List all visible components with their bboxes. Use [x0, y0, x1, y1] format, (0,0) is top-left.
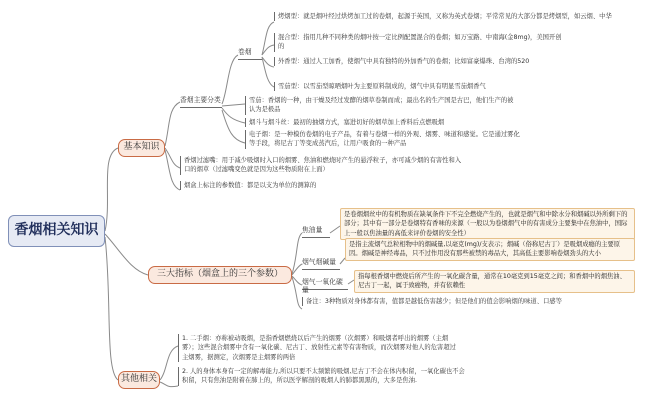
- branch-three-indicators: 三大指标（烟盒上的三个参数）: [148, 266, 292, 284]
- link-basic-params: [165, 150, 180, 190]
- nicotine-label: 烟气烟碱量: [302, 258, 340, 270]
- pipe-note: 烟斗与烟斗丝：最初的抽烟方式，塞进切好的烟草加上香料后点燃吸烟: [245, 118, 525, 127]
- link-basic-category: [165, 102, 180, 146]
- xuejia-note: 雪茄：香烟的一种，由干燥及经过发酵的烟草卷制而成；最出名的生产国是古巴，他们生产的被认为是极品: [245, 96, 517, 115]
- ecig-note: 电子烟：是一种模仿卷烟的电子产品，有着与卷烟一样的外观、烟雾、味道和感觉。它是通过雾化等手段，将尼古丁等变成蒸汽后，让用户吸食的一种产品: [245, 130, 525, 149]
- waixiang-type-note: 外香型：通过人工加香，使烟气中具有独特的外加香气的卷烟；比如富豪爆珠、台湾的520: [274, 57, 564, 66]
- tar-detail: 是卷烟烟丝中的有机物质在缺氧条件下不完全燃烧产生的，也就是烟气和中除水分和烟碱以外所剩下的部分；其中有一部分是卷烟特有香味的来源（一般以为卷烟烟气中的有害成分主要集中在焦油中，国际上一般以焦油量的高低来评价卷烟的安全性）: [340, 208, 635, 240]
- second-hand-smoke-note: 1. 二手烟：亦称被动吸烟，是指香烟燃烧以后产生的烟雾（次烟雾）和吸烟者呼出的烟雾（主烟雾）；这些混合烟雾中含有一氧化碳、尼古丁、放射性元素等有害物质，而次烟雾对他人的危害超过主烟雾，据测定，次烟雾是主烟雾的两倍: [178, 334, 460, 362]
- link-root-basic: [105, 148, 118, 231]
- link-tar-detail: [330, 226, 340, 233]
- branch-other: 其他相关: [118, 371, 160, 389]
- root-node: 香烟相关知识: [8, 215, 105, 247]
- xuejia-type-note: 雪茄型：以雪茄型晾晒烟叶为主要原料制成的，烟气中具有明显雪茄烟香气: [274, 82, 574, 91]
- link-root-indicators: [105, 234, 148, 275]
- link-cigarette-xuejia: [262, 57, 274, 87]
- link-other-2: [160, 382, 178, 387]
- main-category-label: 香烟主要分类: [180, 96, 222, 108]
- params-note: 烟盒上标注的参数值：都是以支为单位的测算的: [180, 181, 480, 190]
- link-category-ecig: [222, 110, 245, 143]
- link-cigarette-kaoyan: [262, 22, 274, 55]
- link-other-1: [160, 346, 178, 380]
- nicotine-detail: 是指主流烟气总粒相物中的烟碱量,以毫克(mg)/支表示；烟碱（俗称尼古丁）是吸烟成瘾的主要原因。烟碱是神经毒品，只不过作用没有那些被禁的毒品大，其高低主要影响卷烟劲头的大小: [345, 238, 635, 261]
- link-root-other: [105, 237, 118, 380]
- co-detail: 指每根香烟中燃烧后所产生的一氧化碳含量，通常在10毫克到15毫克之间；和香烟中的烟焦油、尼古丁一起，属于致癌物，并有依赖性: [354, 270, 635, 293]
- hunhe-type-note: 混合型：指用几种不同种类的烟叶按一定比例配置混合的卷烟；如万宝路、中南海(金8mg)，美国开创的: [274, 33, 564, 52]
- cigarette-label: 卷烟: [238, 48, 262, 60]
- tar-label: 焦油量: [302, 226, 330, 238]
- detox-note: 2. 人的身体本身有一定的解毒能力,所以只要不太频繁的吸烟,尼古丁不会在体内积留，一氧化碳也不会积留，只有焦油是附着在肺上的，所以医学解剖的吸烟人的肺都黑黑的，大多是焦油.: [178, 367, 468, 386]
- link-category-cigarette: [222, 55, 238, 104]
- kaoyan-type-note: 烤烟型：就是烟叶经过烘烤加工过的卷烟，起源于英国，又称为英式卷烟；平常常见的大部分都是烤烟型，如云烟、中华: [274, 12, 624, 21]
- filter-note: 香烟过滤嘴：用于减少吸烟时入口的烟雾、焦油和燃烧时产生的悬浮粒子，亦可减少烟的有害性和入口的烟草（过滤嘴变色就是因为这些物质附在上面）: [180, 156, 463, 175]
- indicators-note: 备注：3种物质对身体都有害，值都是越低伤害越少；但是他们的值会影响烟的味道、口感等: [302, 297, 602, 306]
- branch-basic-knowledge: 基本知识: [118, 139, 165, 157]
- co-label: 烟气一氧化碳量: [302, 278, 348, 290]
- link-category-xuejia: [222, 104, 245, 106]
